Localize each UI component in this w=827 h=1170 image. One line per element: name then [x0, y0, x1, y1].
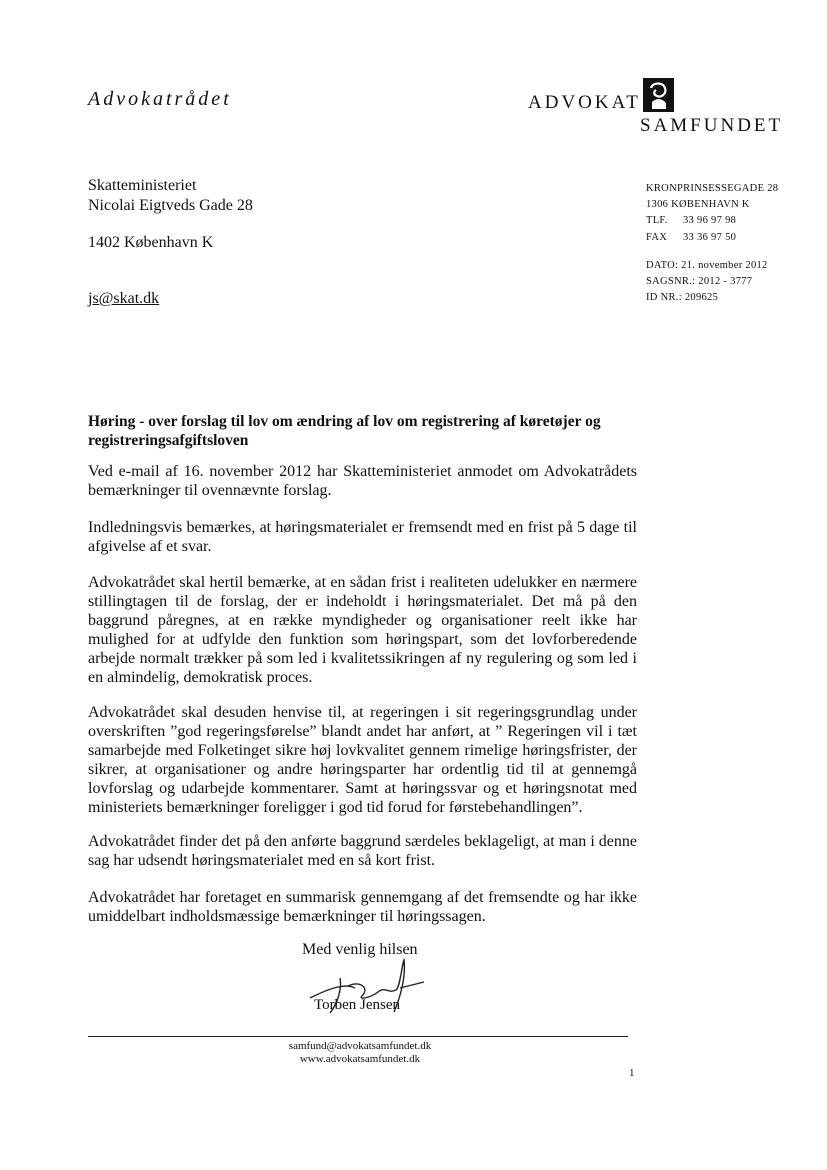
- recipient-email-link[interactable]: js@skat.dk: [88, 290, 160, 307]
- sender-postal: 1306 KØBENHAVN K: [646, 199, 750, 210]
- sender-tlf: 33 96 97 98: [683, 215, 737, 226]
- sender-fax-label: FAX: [646, 232, 668, 243]
- advokatraadet-heading: Advokatrådet: [88, 88, 232, 110]
- advokatsamfundet-logo-icon: [643, 78, 674, 112]
- letter-subject: Høring - over forslag til lov om ændring af lov om registrering af køretøjer og registreringsafgiftsloven: [88, 413, 601, 449]
- signer-name: Torben Jensen: [314, 997, 401, 1013]
- body-paragraph: Indledningsvis bemærkes, at høringsmaterialet er fremsendt med en frist på 5 dage til afgivelse af et svar.: [88, 519, 637, 555]
- footer-website-link[interactable]: www.advokatsamfundet.dk: [299, 1053, 421, 1065]
- sender-street: KRONPRINSESSEGADE 28: [646, 183, 779, 194]
- case-number: SAGSNR.: 2012 - 3777: [646, 276, 753, 287]
- recipient-name: Skatteministeriet: [88, 177, 197, 194]
- id-number: ID NR.: 209625: [646, 292, 719, 303]
- page-number: 1: [629, 1067, 635, 1079]
- body-paragraph: Advokatrådet skal desuden henvise til, at regeringen i sit regeringsgrundlag under overskriften ”god regeringsførelse” blandt andet har anført, at ” Regeringen vil i tæt samarbejde med Folketinget sikre høj lovkvalitet gennem rimelige høringsfrister, der sikrer, at organisationer og andre høringsparter har ordentlig tid til at gennemgå lovforslag og udarbejde kommentarer. Samt at høringssvar og et høringsnotat med ministeriets bemærkninger foreligger i god tid forud for førstebehandlingen”.: [88, 704, 637, 816]
- body-paragraph: Advokatrådet har foretaget en summarisk gennemgang af det fremsendte og har ikke umiddelbart indholdsmæssige bemærkninger til høringssagen.: [88, 889, 637, 925]
- logo-text-advokat: ADVOKAT: [528, 92, 641, 113]
- sender-fax: 33 36 97 50: [683, 232, 737, 243]
- sender-tlf-label: TLF.: [646, 215, 668, 226]
- closing-greeting: Med venlig hilsen: [302, 941, 418, 958]
- logo-text-samfundet: SAMFUNDET: [640, 115, 784, 136]
- recipient-street: Nicolai Eigtveds Gade 28: [88, 197, 253, 214]
- footer-divider: [88, 1036, 628, 1037]
- recipient-postal: 1402 København K: [88, 234, 214, 251]
- body-paragraph: Ved e-mail af 16. november 2012 har Skatteministeriet anmodet om Advokatrådets bemærkninger til ovennævnte forslag.: [88, 463, 637, 499]
- body-paragraph: Advokatrådet skal hertil bemærke, at en sådan frist i realiteten udelukker en nærmere stillingtagen til de forslag, der er indeholdt i høringsmaterialet. Det må på den baggrund påregnes, at en række myndigheder og organisationer reelt ikke har mulighed for at udfylde den funktion som høringspart, som det lovforberedende arbejde normalt trækker på som led i kvalitetssikringen af ny regulering og som led i en almindelig, demokratisk proces.: [88, 574, 637, 686]
- footer-email-link[interactable]: samfund@advokatsamfundet.dk: [288, 1040, 432, 1052]
- body-paragraph: Advokatrådet finder det på den anførte baggrund særdeles beklageligt, at man i denne sag har udsendt høringsmaterialet med en så kort frist.: [88, 833, 637, 869]
- letter-date: DATO: 21. november 2012: [646, 260, 768, 271]
